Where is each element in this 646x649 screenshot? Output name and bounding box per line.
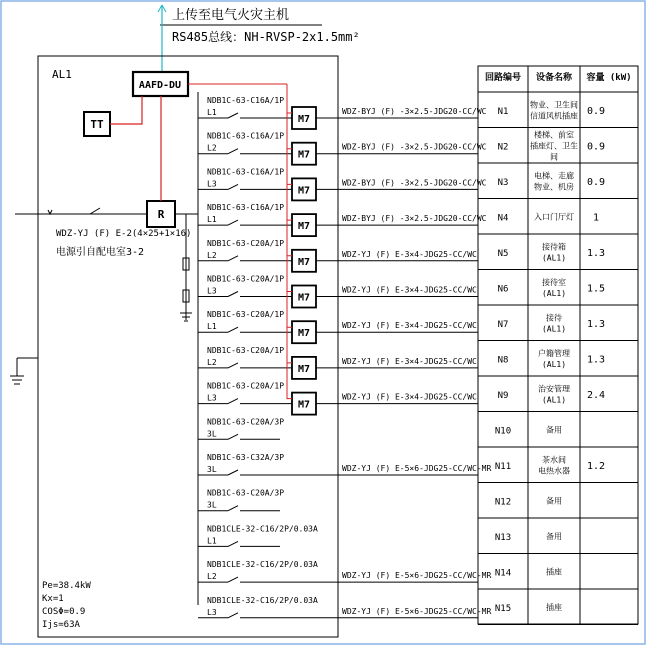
row-capacity: 0.9 bbox=[586, 176, 606, 188]
incoming-tick bbox=[48, 210, 52, 214]
temp-sensor-wire bbox=[110, 96, 142, 124]
breaker-label: NDB1CLE-32-C16/2P/0.03A bbox=[207, 524, 318, 534]
breaker-label: NDB1C-63-C16A/1P bbox=[207, 131, 285, 141]
row-id: N2 bbox=[497, 142, 509, 153]
breaker-switch bbox=[228, 220, 238, 225]
temp-sensor-label: TT bbox=[90, 118, 104, 131]
row-name: 接待室(AL1) bbox=[541, 277, 567, 298]
breaker-label: NDB1C-63-C20A/1P bbox=[207, 310, 285, 320]
row-id: N10 bbox=[494, 426, 512, 437]
row-id: N3 bbox=[497, 177, 509, 188]
breaker-label: NDB1C-63-C20A/1P bbox=[207, 274, 285, 284]
table-row bbox=[478, 99, 638, 127]
breaker-label: NDB1C-63-C16A/1P bbox=[207, 203, 285, 213]
breaker-switch bbox=[228, 577, 238, 582]
breaker-switch bbox=[228, 434, 238, 439]
row-id: N1 bbox=[497, 106, 509, 117]
param-pe: Pe=38.4kW bbox=[42, 581, 91, 591]
row-capacity: 1.3 bbox=[586, 247, 606, 259]
row-capacity: 0.9 bbox=[586, 141, 606, 153]
bus-label: RS485总线：NH-RVSP-2x1.5mm² bbox=[172, 30, 360, 44]
cable-label: WDZ-YJ (F) E-3×4-JDG25-CC/WC bbox=[342, 249, 477, 259]
monitor-label: M7 bbox=[297, 292, 311, 304]
table-header-name: 设备名称 bbox=[535, 73, 573, 83]
breaker-label: NDB1CLE-32-C16/2P/0.03A bbox=[207, 595, 318, 605]
monitor-label: M7 bbox=[297, 399, 311, 411]
table-row bbox=[478, 211, 638, 234]
breaker-switch bbox=[228, 149, 238, 154]
row-name: 治安管理(AL1) bbox=[538, 384, 570, 405]
phase-label: 3L bbox=[207, 500, 217, 510]
monitor-label: M7 bbox=[297, 114, 311, 125]
row-id: N15 bbox=[494, 603, 512, 614]
circuit-row bbox=[198, 96, 487, 129]
table-row bbox=[478, 312, 638, 340]
circuit-row bbox=[198, 167, 487, 200]
phase-label: L2 bbox=[207, 143, 217, 153]
row-id: N4 bbox=[497, 213, 509, 224]
row-id: N11 bbox=[494, 461, 512, 472]
cable-label: WDZ-YJ (F) E-5×6-JDG25-CC/WC-MR bbox=[342, 464, 492, 473]
incoming-switch bbox=[90, 208, 100, 214]
monitor-label: M7 bbox=[297, 363, 311, 375]
breaker-label: NDB1C-63-C32A/3P bbox=[207, 453, 285, 462]
cable-label: WDZ-YJ (F) E-3×4-JDG25-CC/WC bbox=[342, 285, 477, 295]
outer-frame bbox=[1, 1, 645, 644]
phase-label: L1 bbox=[207, 215, 217, 225]
breaker-switch bbox=[228, 113, 238, 118]
row-capacity: 0.9 bbox=[586, 105, 606, 117]
row-id: N14 bbox=[494, 568, 512, 579]
row-name: 电梯、走廊物业、机房 bbox=[534, 171, 574, 192]
breaker-label: NDB1C-63-C16A/1P bbox=[207, 96, 285, 105]
row-capacity: 1.5 bbox=[586, 283, 606, 295]
row-name: 楼梯、前室插座灯、卫生间 bbox=[530, 130, 578, 162]
row-id: N5 bbox=[497, 248, 509, 259]
row-name: 物业、卫生间信道风机插座 bbox=[530, 100, 578, 121]
row-id: N12 bbox=[494, 497, 512, 508]
table-row bbox=[478, 495, 638, 518]
param-ijs: Ijs=63A bbox=[42, 620, 80, 630]
row-name: 入口门厅灯 bbox=[534, 212, 574, 222]
row-capacity: 1.3 bbox=[586, 318, 606, 330]
breaker-label: NDB1C-63-C20A/3P bbox=[207, 488, 285, 498]
breaker-label: NDB1C-63-C20A/1P bbox=[207, 345, 285, 355]
phase-label: 3L bbox=[207, 465, 217, 474]
table-row bbox=[478, 454, 638, 482]
breaker-switch bbox=[228, 363, 238, 368]
phase-label: L3 bbox=[207, 286, 217, 296]
breaker-label: NDB1C-63-C20A/1P bbox=[207, 381, 285, 391]
row-name: 接待(AL1) bbox=[541, 313, 567, 334]
cable-label: WDZ-BYJ (F) -3×2.5-JDG20-CC/WC bbox=[342, 142, 487, 152]
cable-label: WDZ-YJ (F) E-3×4-JDG25-CC/WC bbox=[342, 392, 477, 402]
breaker-switch bbox=[228, 256, 238, 261]
row-name: 备用 bbox=[546, 425, 562, 435]
monitor-label: M7 bbox=[297, 149, 311, 161]
cable-label: WDZ-YJ (F) E-5×6-JDG25-CC/WC-MR bbox=[342, 571, 492, 581]
circuit-row bbox=[198, 524, 318, 546]
table-row bbox=[478, 383, 638, 411]
phase-label: 3L bbox=[207, 429, 217, 439]
monitor-label: M7 bbox=[297, 256, 311, 268]
row-id: N7 bbox=[497, 319, 509, 330]
table-row bbox=[478, 531, 638, 554]
cable-label: WDZ-BYJ (F) -3×2.5-JDG20-CC/WC bbox=[342, 214, 487, 224]
breaker-switch bbox=[228, 399, 238, 404]
breaker-label: NDB1C-63-C20A/1P bbox=[207, 238, 285, 248]
phase-label: L3 bbox=[207, 607, 217, 617]
row-id: N6 bbox=[497, 284, 509, 295]
cable-label: WDZ-YJ (F) E-5×6-JDG25-CC/WC-MR bbox=[342, 606, 492, 616]
circuit-table bbox=[478, 66, 638, 625]
monitor-label: M7 bbox=[297, 221, 311, 233]
header-title: 上传至电气火灾主机 bbox=[172, 8, 290, 23]
breaker-switch bbox=[228, 506, 238, 511]
monitor-label: M7 bbox=[297, 185, 311, 197]
row-name: 户籍管理(AL1) bbox=[538, 348, 570, 369]
phase-label: L1 bbox=[207, 108, 217, 117]
phase-label: L2 bbox=[207, 250, 217, 260]
table-row bbox=[478, 277, 638, 305]
row-name: 插座 bbox=[546, 567, 562, 577]
row-name: 插座 bbox=[546, 602, 562, 612]
cable-label: WDZ-BYJ (F) -3×2.5-JDG20-CC/WC bbox=[342, 107, 487, 116]
panel-params bbox=[42, 581, 91, 630]
circuit-row bbox=[198, 132, 487, 165]
breaker-switch bbox=[228, 327, 238, 332]
cable-label: WDZ-BYJ (F) -3×2.5-JDG20-CC/WC bbox=[342, 178, 487, 188]
table-row bbox=[478, 170, 638, 198]
circuit-row bbox=[198, 417, 284, 439]
table-rows bbox=[478, 99, 638, 624]
param-kx: Kx=1 bbox=[42, 594, 64, 604]
circuit-row bbox=[198, 560, 491, 582]
breaker-label: NDB1C-63-C16A/1P bbox=[207, 167, 285, 177]
table-row bbox=[478, 566, 638, 589]
circuit-list bbox=[188, 84, 491, 618]
breaker-switch bbox=[228, 613, 238, 618]
breaker-switch bbox=[228, 470, 238, 475]
table-row bbox=[478, 129, 638, 163]
row-id: N13 bbox=[494, 532, 512, 543]
phase-label: L1 bbox=[207, 322, 217, 332]
phase-label: L2 bbox=[207, 357, 217, 367]
circuit-row bbox=[198, 489, 284, 511]
monitor-unit-label: AAFD-DU bbox=[138, 80, 182, 91]
row-id: N8 bbox=[497, 355, 509, 366]
cable-label: WDZ-YJ (F) E-3×4-JDG25-CC/WC bbox=[342, 356, 477, 366]
row-name: 备用 bbox=[546, 496, 562, 506]
breaker-label: NDB1C-63-C20A/3P bbox=[207, 417, 285, 427]
cable-label: WDZ-YJ (F) E-3×4-JDG25-CC/WC bbox=[342, 321, 477, 331]
residual-sensor-label: R bbox=[157, 208, 165, 221]
breaker-switch bbox=[228, 541, 238, 546]
breaker-label: NDB1CLE-32-C16/2P/0.03A bbox=[207, 560, 318, 570]
circuit-row bbox=[198, 203, 487, 236]
phase-label: L3 bbox=[207, 179, 217, 189]
table-row bbox=[478, 348, 638, 376]
row-id: N9 bbox=[497, 390, 509, 401]
table-header-cap: 容量 (kW) bbox=[586, 73, 632, 83]
circuit-row bbox=[198, 453, 491, 475]
row-capacity: 2.4 bbox=[586, 389, 606, 401]
row-capacity: 1 bbox=[592, 212, 600, 224]
table-row bbox=[478, 424, 638, 447]
row-capacity: 1.3 bbox=[586, 354, 606, 366]
table-row bbox=[478, 602, 638, 625]
incoming-cable: WDZ-YJ (F) E-2(4×25+1×16) bbox=[56, 229, 192, 239]
phase-label: L1 bbox=[207, 536, 217, 546]
incoming-note: 电源引自配电室3-2 bbox=[56, 247, 145, 258]
breaker-switch bbox=[228, 184, 238, 189]
param-cos: COSΦ=0.9 bbox=[42, 607, 86, 617]
bus-arrow-b bbox=[162, 5, 166, 12]
circuit-row bbox=[198, 596, 491, 618]
row-name: 茶水间电热水器 bbox=[538, 455, 570, 476]
table-header-id: 回路编号 bbox=[484, 73, 522, 83]
row-name: 接待箱(AL1) bbox=[541, 242, 567, 263]
breaker-switch bbox=[228, 292, 238, 297]
table-row bbox=[478, 241, 638, 269]
row-name: 备用 bbox=[546, 531, 562, 541]
phase-label: L3 bbox=[207, 393, 217, 403]
panel-name: AL1 bbox=[52, 68, 72, 81]
row-capacity: 1.2 bbox=[586, 460, 606, 472]
monitor-label: M7 bbox=[297, 328, 311, 340]
phase-label: L2 bbox=[207, 572, 217, 582]
